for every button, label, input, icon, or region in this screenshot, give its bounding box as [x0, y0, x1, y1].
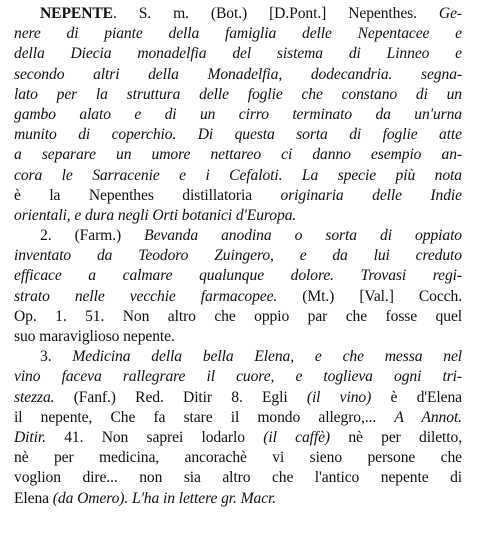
text-line: [14, 105, 462, 125]
text-run: lato per la struttura delle foglie che constano di un: [14, 85, 462, 103]
text-run: munito di coperchio. Di questa sorta di foglie atte: [14, 126, 462, 144]
text-run: nere di piante della famiglia delle Nepentacee e: [14, 25, 462, 43]
headword: NEPENTE: [40, 5, 113, 22]
text-run: inventato da Teodoro Zuingero, e da lui creduto: [14, 247, 462, 265]
text-line: [14, 266, 462, 286]
text-run: originaria delle Indie: [280, 186, 462, 204]
text-run: suo maraviglioso nepente.: [14, 328, 175, 345]
text-run: nè per medicina, ancorachè vi sieno persone che: [14, 449, 462, 467]
text-line: [14, 226, 462, 246]
text-line: [14, 85, 462, 105]
text-run: 2. (Farm.): [40, 227, 145, 245]
text-run: efficace a calmare qualunque dolore. Trovasi regi-: [14, 267, 462, 285]
text-run: Ge-: [438, 5, 462, 22]
text-run: (da Omero). L'ha in lettere gr. Macr.: [52, 489, 277, 507]
text-run: Nepenthes distillatoria: [88, 186, 281, 204]
text-run: voglion dire... non sia altro che l'antico nepente di: [14, 469, 462, 487]
text-line: [14, 125, 462, 145]
text-run: è d'Elena: [371, 388, 462, 406]
text-run: strato nelle vecchie farmacopee.: [14, 287, 303, 305]
text-line: [14, 24, 462, 44]
text-line: [14, 4, 462, 24]
text-line: [14, 246, 462, 266]
entry-text: [14, 4, 462, 509]
text-line: [14, 489, 462, 509]
text-run: Op. 1. 51. Non altro che oppio par che fosse quel: [14, 307, 462, 325]
text-line: [14, 166, 462, 186]
text-line: [14, 287, 462, 307]
text-run: è la: [14, 186, 89, 204]
text-run: Ditir.: [14, 428, 65, 446]
text-run: stezza.: [14, 388, 74, 406]
text-line: [14, 347, 462, 367]
text-run: a separare un umore nettareo ci danno esempio an-: [14, 146, 462, 164]
text-run: 3.: [40, 348, 73, 366]
text-run: cora le Sarracenie e i Cefaloti. La specie più nota: [14, 166, 462, 184]
text-run: Bevanda anodina o sorta di oppiato: [144, 227, 462, 245]
text-run: della Diecia monadelfia del sistema di Linneo e: [14, 45, 462, 63]
text-run: gambo alato e di un cirro terminato da un'urna: [14, 105, 462, 123]
text-line: [14, 408, 462, 428]
text-line: [14, 468, 462, 488]
text-line: [14, 44, 462, 64]
text-run: Medicina della bella Elena, e che messa nel: [72, 348, 462, 366]
text-run: (il vino): [306, 388, 372, 406]
text-line: [14, 428, 462, 448]
text-line: [14, 186, 462, 206]
text-line: [14, 307, 462, 327]
text-line: [14, 206, 462, 226]
text-line: [14, 327, 462, 347]
text-run: (Mt.) [Val.] Cocch.: [302, 287, 462, 305]
text-line: [14, 448, 462, 468]
text-line: [14, 65, 462, 85]
text-run: orientali, e dura negli Orti botanici d'Europa.: [14, 206, 297, 224]
text-run: nè per diletto,: [330, 428, 462, 446]
text-run: A Annot.: [394, 408, 462, 426]
text-run: (Fanf.) Red. Ditir 8. Egli: [73, 388, 307, 406]
text-line: [14, 145, 462, 165]
text-run: vino faceva rallegrare il cuore, e toglieva ogni tri-: [14, 368, 462, 386]
text-run: (il caffè): [263, 428, 331, 446]
text-line: [14, 367, 462, 387]
text-line: [14, 388, 462, 408]
text-run: secondo altri della Monadelfia, dodecandria. segna-: [14, 65, 462, 83]
text-run: 41. Non saprei lodarlo: [64, 428, 264, 446]
text-run: . S. m. (Bot.) [D.Pont.] Nepenthes.: [112, 5, 439, 22]
text-run: il nepente, Che fa stare il mondo allegro,...: [14, 408, 395, 426]
text-run: Elena: [14, 489, 53, 507]
